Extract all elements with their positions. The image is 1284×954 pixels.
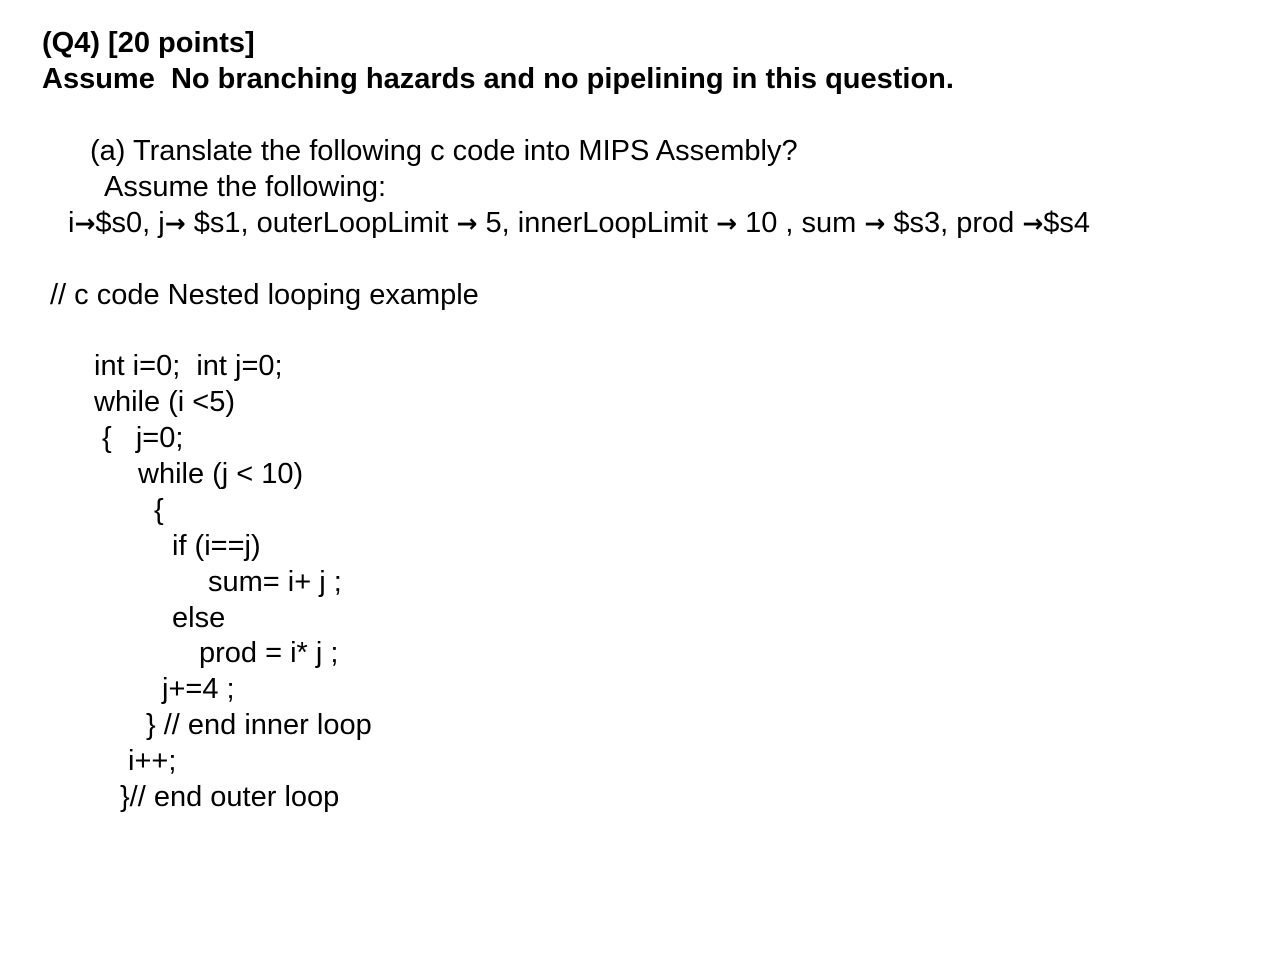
arrow-icon: → bbox=[164, 209, 186, 238]
register-mapping bbox=[68, 205, 1090, 242]
code-line: else bbox=[172, 602, 226, 634]
code-comment: // c code Nested looping example bbox=[50, 279, 479, 311]
arrow-icon: → bbox=[716, 209, 738, 238]
mapping-prod-reg: $s4 bbox=[1043, 207, 1091, 239]
mapping-j-var: j bbox=[158, 207, 165, 239]
arrow-icon: → bbox=[1022, 209, 1044, 238]
question-label: (Q4) [20 points] bbox=[42, 27, 255, 59]
part-a-prompt: (a) Translate the following c code into MIPS Assembly? bbox=[90, 135, 798, 167]
code-line: { bbox=[154, 494, 164, 526]
code-line: i++; bbox=[128, 745, 177, 777]
mapping-inner-val: 10 , sum bbox=[737, 207, 865, 239]
arrow-icon: → bbox=[456, 209, 478, 238]
code-line: while (i <5) bbox=[94, 386, 236, 418]
code-line: prod = i* j ; bbox=[199, 637, 339, 669]
code-line: sum= i+ j ; bbox=[208, 566, 342, 598]
mapping-outer-val: 5, innerLoopLimit bbox=[477, 207, 717, 239]
code-line: while (j < 10) bbox=[138, 458, 304, 490]
arrow-icon: → bbox=[74, 209, 96, 238]
code-line: int i=0; int j=0; bbox=[94, 350, 283, 382]
mapping-j-reg: $s1, outerLoopLimit bbox=[185, 207, 457, 239]
assume-label: Assume the following: bbox=[104, 171, 387, 203]
code-line: } // end inner loop bbox=[146, 709, 372, 741]
code-line: if (i==j) bbox=[172, 530, 261, 562]
code-line: }// end outer loop bbox=[120, 781, 340, 813]
arrow-icon: → bbox=[864, 209, 886, 238]
code-line: { j=0; bbox=[102, 422, 184, 454]
code-line: j+=4 ; bbox=[162, 673, 235, 705]
mapping-i-var: i bbox=[68, 207, 75, 239]
mapping-sum-reg: $s3, prod bbox=[885, 207, 1023, 239]
mapping-i-reg: $s0, bbox=[95, 207, 159, 239]
assumption-text: Assume No branching hazards and no pipelining in this question. bbox=[42, 63, 954, 95]
